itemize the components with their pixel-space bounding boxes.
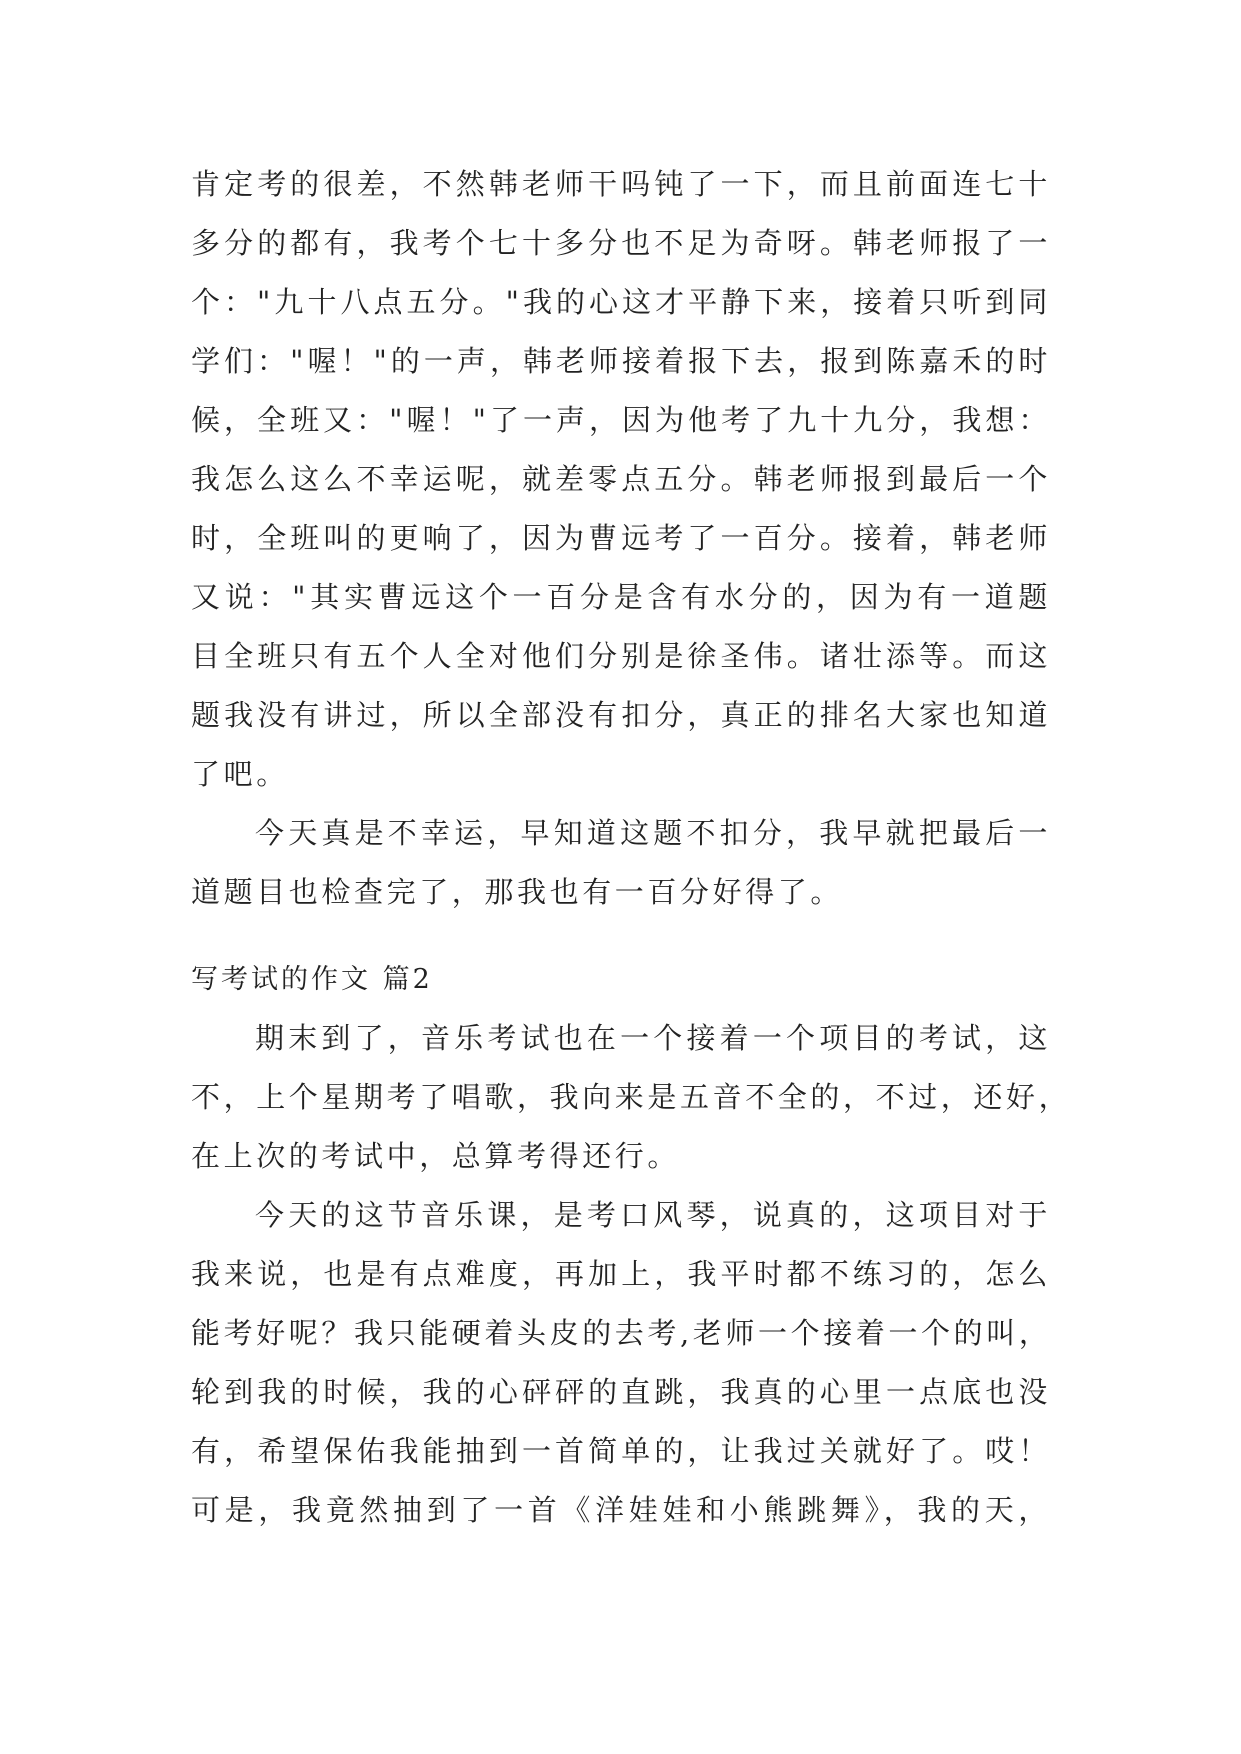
text-line: 今天的这节音乐课，是考口风琴，说真的，这项目对于 [255, 1198, 1051, 1232]
text-line: 有，希望保佑我能抽到一首简单的，让我过关就好了。哎！ [191, 1434, 1051, 1468]
text-line: 轮到我的时候，我的心砰砰的直跳，我真的心里一点底也没 [191, 1375, 1051, 1409]
section-title: 写考试的作文 篇2 [191, 964, 433, 995]
text-line: 了吧。 [191, 757, 289, 791]
text-line: 题我没有讲过，所以全部没有扣分，真正的排名大家也知道 [191, 698, 1051, 732]
section-spacer [191, 922, 1051, 950]
text-line: 今天真是不幸运，早知道这题不扣分，我早就把最后一 [255, 816, 1051, 850]
text-line: 学们："喔！"的一声，韩老师接着报下去，报到陈嘉禾的时 [191, 344, 1051, 378]
text-line: 又说："其实曹远这个一百分是含有水分的，因为有一道题 [191, 580, 1051, 614]
text-line: 肯定考的很差，不然韩老师干吗钝了一下，而且前面连七十 [191, 167, 1051, 201]
text-line: 我怎么这么不幸运呢，就差零点五分。韩老师报到最后一个 [191, 462, 1051, 496]
text-line: 个："九十八点五分。"我的心这才平静下来，接着只听到同 [191, 285, 1051, 319]
text-line: 期末到了，音乐考试也在一个接着一个项目的考试，这 [255, 1021, 1051, 1055]
text-line: 多分的都有，我考个七十多分也不足为奇呀。韩老师报了一 [191, 226, 1051, 260]
text-line: 能考好呢？我只能硬着头皮的去考,老师一个接着一个的叫， [191, 1316, 1052, 1350]
text-line: 目全班只有五个人全对他们分别是徐圣伟。诸壮添等。而这 [191, 639, 1051, 673]
text-line: 道题目也检查完了，那我也有一百分好得了。 [191, 875, 844, 909]
text-line: 我来说，也是有点难度，再加上，我平时都不练习的，怎么 [191, 1257, 1051, 1291]
text-line: 候，全班又："喔！"了一声，因为他考了九十九分，我想： [191, 403, 1051, 437]
document-body [191, 155, 1072, 1540]
text-line: 在上次的考试中，总算考得还行。 [191, 1139, 681, 1173]
text-line: 时，全班叫的更响了，因为曹远考了一百分。接着，韩老师 [191, 521, 1051, 555]
text-line: 不，上个星期考了唱歌，我向来是五音不全的，不过，还好， [191, 1080, 1072, 1114]
text-line: 可是，我竟然抽到了一首《洋娃娃和小熊跳舞》，我的天， [191, 1493, 1051, 1527]
